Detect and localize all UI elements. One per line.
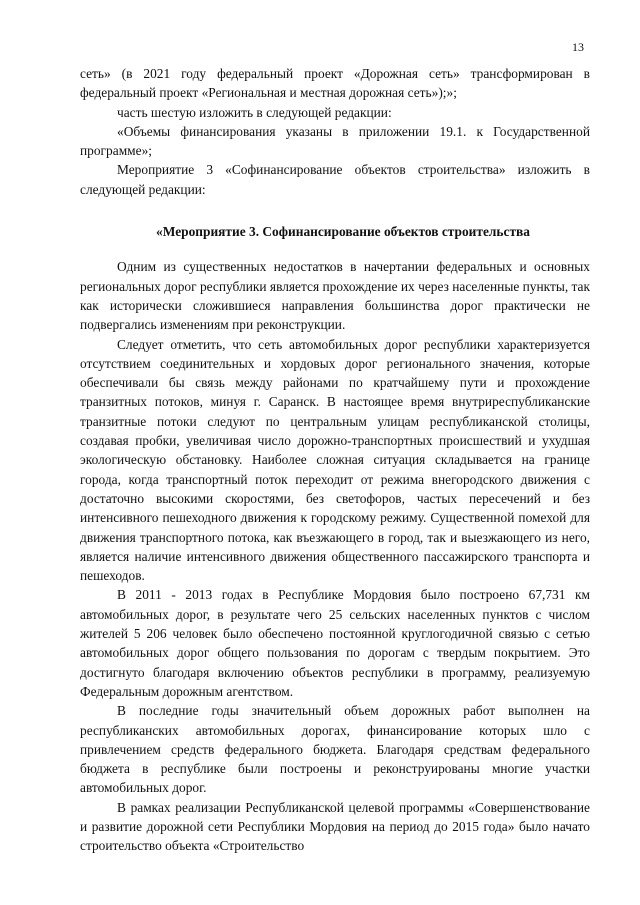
page-number: 13 xyxy=(572,40,584,54)
document-body xyxy=(80,64,590,856)
paragraph-construction-2011-2013: В 2011 - 2013 годах в Республике Мордовия было построено 67,731 км автомобильных дорог, в результате чего 25 сельских населенных пунктов с числом жителей 5 206 человек было обеспечено постоянной круглогодичной связью с сетью автомобильных дорог общего пользования по дорогам с твердым покрытием. Это достигнуто благодаря включению объектов республики в программу, реализуемую Федеральным дорожным агентством. xyxy=(80,587,590,699)
section-heading: «Мероприятие 3. Софинансирование объектов строительства xyxy=(156,224,530,240)
paragraph-transit-traffic: Следует отметить, что сеть автомобильных дорог республики характеризуется отсутствием соединительных и хордовых дорог регионального значения, которые обеспечивали бы связь между районами по кратчайшему пути и прохождение транзитных потоков, минуя г. Саранск. В настоящее время внутриреспубликанские транзитные потоки следуют по центральным улицам республиканской столицы, создавая пробки, увеличивая число дорожно-транспортных происшествий и ухудшая экологическую обстановку. Наиболее сложная ситуация складывается на границе города, когда транспортный поток переходит от режима внегородского движения с достаточно высокими скоростями, без светофоров, частых пересечений и без интенсивного пешеходного движения к городскому режиму. Существенной помехой для движения транспортного потока, как въезжающего в город, так и выезжающего из него, является наличие интенсивного движения общественного пассажирского транспорта и пешеходов. xyxy=(80,336,590,584)
paragraph-continuation: сеть» (в 2021 году федеральный проект «Дорожная сеть» трансформирован в федеральный проект «Региональная и местная дорожная сеть»);»; xyxy=(80,66,590,101)
paragraph-federal-funding: В последние годы значительный объем дорожных работ выполнен на республиканских автомобильных дорогах, финансирование которых шло с привлечением средств федерального бюджета. Благодаря средствам федерального бюджета в республике были построены и реконструированы многие участки автомобильных дорог. xyxy=(80,703,590,796)
paragraph-road-layout-issues: Одним из существенных недостатков в начертании федеральных и основных региональных дорог республики является прохождение их через населенные пункты, так как исторически сложившиеся направления большинства дорог практически не подвергались изменениям при реконструкции. xyxy=(80,259,590,333)
paragraph-target-program: В рамках реализации Республиканской целевой программы «Совершенствование и развитие дорожной сети Республики Мордовия на период до 2015 года» было начато строительство объекта «Строительство xyxy=(80,799,590,854)
paragraph-part-six-instruction: часть шестую изложить в следующей редакции: xyxy=(117,104,392,120)
paragraph-financing-reference: «Объемы финансирования указаны в приложении 19.1. к Государственной программе»; xyxy=(80,123,590,159)
paragraph-measure-3-instruction: Мероприятие 3 «Софинансирование объектов строительства» изложить в следующей редакции: xyxy=(80,162,590,197)
